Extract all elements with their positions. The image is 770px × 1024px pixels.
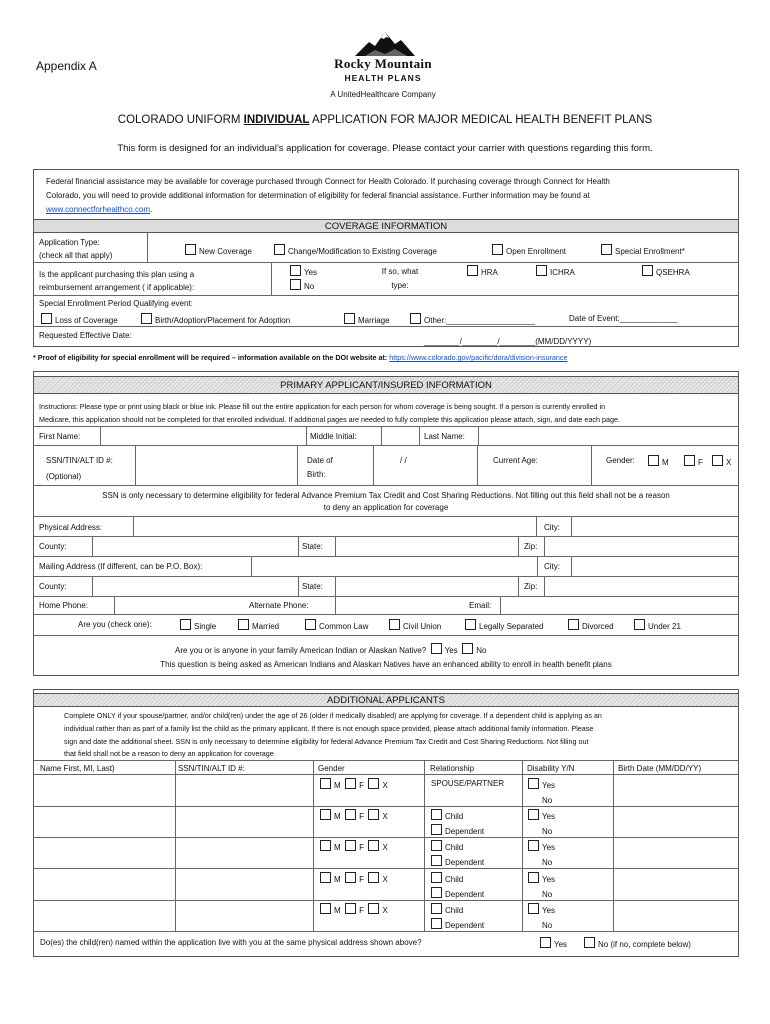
additional-instr-3: sign and date the additional sheet. SSN is only necessary to determine eligibility for federal Advance Premium Tax Credit and Cost Sharing Reductions. Not filling out: [64, 737, 589, 746]
ssn-label: SSN/TIN/ALT ID #:: [46, 456, 113, 465]
reimb-no-option[interactable]: No: [290, 279, 314, 292]
reimb-yes-checkbox[interactable]: [290, 265, 301, 276]
under21-checkbox[interactable]: [634, 619, 645, 630]
new-coverage-option[interactable]: New Coverage: [185, 244, 252, 257]
gender-m-checkbox[interactable]: [320, 903, 331, 914]
gender-f-checkbox[interactable]: [345, 872, 356, 883]
alt-phone-label: Alternate Phone:: [249, 601, 309, 610]
qsehra-checkbox[interactable]: [642, 265, 653, 276]
relationship-dependent-option[interactable]: Dependent: [431, 918, 484, 931]
applicant-name-input[interactable]: [35, 837, 174, 867]
relationship-child-option[interactable]: Child: [431, 809, 463, 822]
state-input[interactable]: [336, 537, 518, 555]
primary-instructions-2: Medicare, this application should not be completed for that enrolled individual. If additional pages are needed to fully complete this application please attach, sign, and date each page.: [39, 415, 620, 424]
child-checkbox[interactable]: [431, 809, 442, 820]
last-name-input[interactable]: [479, 427, 737, 444]
col-relationship-header: Relationship: [430, 764, 475, 773]
applicant-birthdate-input[interactable]: [614, 837, 737, 867]
child-checkbox[interactable]: [431, 840, 442, 851]
applicant-gender-options: M F X: [320, 809, 388, 822]
disability-yes-option[interactable]: Yes: [528, 872, 555, 885]
if-so-label2: type:: [391, 281, 409, 290]
new-coverage-checkbox[interactable]: [185, 244, 196, 255]
federal-line1: Federal financial assistance may be available for coverage purchased through Connect for Health Colorado. If purchasing coverage through Connect for Health: [46, 177, 610, 186]
separated-checkbox[interactable]: [465, 619, 476, 630]
disability-no-option[interactable]: [528, 918, 552, 931]
loss-coverage-option[interactable]: Loss of Coverage: [41, 313, 118, 326]
relationship-label: SPOUSE/PARTNER: [431, 779, 505, 788]
gender-m-checkbox[interactable]: [320, 840, 331, 851]
other-event-option[interactable]: Other:____________________: [410, 313, 535, 326]
mailing-address-label: Mailing Address (If different, can be P.O. Box):: [39, 562, 203, 571]
app-type-hint: (check all that apply): [39, 251, 113, 260]
connect-for-health-link[interactable]: www.connectforhealthco.com: [46, 205, 151, 214]
req-date-field[interactable]: ________/________/________(MM/DD/YYYY): [424, 337, 592, 346]
gender-f-option[interactable]: F: [684, 455, 703, 468]
native-yes-checkbox[interactable]: [431, 643, 442, 654]
gender-m-checkbox[interactable]: [320, 872, 331, 883]
disability-yes-option[interactable]: Yes: [528, 840, 555, 853]
disability-no-label: No: [542, 858, 553, 868]
open-enrollment-option[interactable]: Open Enrollment: [492, 244, 566, 257]
middle-initial-label: Middle Initial:: [310, 432, 357, 441]
other-event-checkbox[interactable]: [410, 313, 421, 324]
first-name-label: First Name:: [39, 432, 81, 441]
disability-no-option[interactable]: [528, 793, 552, 806]
ichra-option[interactable]: ICHRA: [536, 265, 575, 278]
status-common-law-option[interactable]: Common Law: [305, 619, 368, 632]
disability-no-label: No: [542, 889, 553, 899]
dob-label2: Birth:: [307, 470, 326, 479]
last-name-label: Last Name:: [424, 432, 465, 441]
special-enrollment-option[interactable]: Special Enrollment*: [601, 244, 685, 257]
disability-yes-option[interactable]: Yes: [528, 809, 555, 822]
applicant-birthdate-input[interactable]: [614, 869, 737, 899]
city-input[interactable]: [572, 517, 737, 535]
applicant-ssn-input[interactable]: [176, 806, 312, 836]
relationship-child-option[interactable]: Child: [431, 903, 463, 916]
zip-label: Zip:: [524, 542, 538, 551]
doi-link[interactable]: https://www.colorado.gov/pacific/dora/division-insurance: [389, 353, 568, 362]
disability-yes-checkbox[interactable]: [528, 872, 539, 883]
applicant-ssn-input[interactable]: [176, 837, 312, 867]
reimb-label2: reimbursement arrangement ( if applicable):: [39, 283, 195, 292]
logo-subtitle: A UnitedHealthcare Company: [330, 90, 436, 99]
native-no-checkbox[interactable]: [462, 643, 473, 654]
gender-m-checkbox[interactable]: [320, 809, 331, 820]
city-label: City:: [544, 523, 560, 532]
reimb-label: Is the applicant purchasing this plan using a: [39, 270, 195, 279]
col-gender-header: Gender: [318, 764, 345, 773]
disability-yes-checkbox[interactable]: [528, 840, 539, 851]
ssn-optional-label: (Optional): [46, 472, 82, 481]
sep-label: Special Enrollment Period Qualifying event:: [39, 299, 193, 308]
gender-x-checkbox[interactable]: [368, 872, 379, 883]
applicant-gender-options: M F X: [320, 872, 388, 885]
dependent-checkbox[interactable]: [431, 887, 442, 898]
mail-state-label: State:: [302, 582, 323, 591]
applicant-ssn-input[interactable]: [176, 775, 312, 805]
disability-yes-option[interactable]: Yes: [528, 903, 555, 916]
marriage-option[interactable]: Marriage: [344, 313, 390, 326]
mailing-address-input[interactable]: [252, 557, 537, 575]
gender-f-checkbox[interactable]: [345, 903, 356, 914]
gender-f-checkbox[interactable]: [345, 840, 356, 851]
gender-x-checkbox[interactable]: [712, 455, 723, 466]
additional-instr-1: Complete ONLY if your spouse/partner, and/or child(ren) under the age of 26 (older if medically disabled) are applying for coverage. If a dependent child is applying as an: [64, 711, 602, 720]
marriage-checkbox[interactable]: [344, 313, 355, 324]
applicant-name-input[interactable]: [35, 775, 174, 805]
zip-input[interactable]: [545, 537, 737, 555]
additional-heading: ADDITIONAL APPLICANTS: [34, 693, 738, 707]
gender-x-checkbox[interactable]: [368, 809, 379, 820]
gender-x-checkbox[interactable]: [368, 778, 379, 789]
applicant-ssn-input[interactable]: [176, 900, 312, 930]
applicant-ssn-input[interactable]: [176, 869, 312, 899]
primary-heading: PRIMARY APPLICANT/INSURED INFORMATION: [34, 376, 738, 394]
disability-no-option[interactable]: [528, 824, 552, 837]
gender-f-checkbox[interactable]: [345, 778, 356, 789]
home-phone-input[interactable]: [115, 597, 247, 613]
status-civil-union-option[interactable]: Civil Union: [389, 619, 441, 632]
req-date-label: Requested Effective Date:: [39, 331, 132, 340]
mountain-logo-icon: [355, 30, 415, 56]
applicant-name-input[interactable]: [35, 900, 174, 930]
email-input[interactable]: [501, 597, 737, 613]
civil-union-checkbox[interactable]: [389, 619, 400, 630]
gender-x-checkbox[interactable]: [368, 840, 379, 851]
additional-instr-4: that field shall not be a reason to deny an application for coverage: [64, 749, 274, 758]
disability-yes-option[interactable]: Yes: [528, 778, 555, 791]
disability-yes-checkbox[interactable]: [528, 778, 539, 789]
home-phone-label: Home Phone:: [39, 601, 88, 610]
ichra-checkbox[interactable]: [536, 265, 547, 276]
applicant-birthdate-input[interactable]: [614, 806, 737, 836]
col-disability-header: Disability Y/N: [527, 764, 575, 773]
physical-address-input[interactable]: [134, 517, 536, 535]
mail-zip-input[interactable]: [545, 577, 737, 595]
qsehra-option[interactable]: QSEHRA: [642, 265, 690, 278]
common-law-checkbox[interactable]: [305, 619, 316, 630]
birth-adoption-option[interactable]: Birth/Adoption/Placement for Adoption: [141, 313, 290, 326]
primary-instructions-1: Instructions: Please type or print using black or blue ink. Please fill out the entire application for each person for whom coverage is being sought. If a person is currently enrolled in: [39, 402, 606, 411]
disability-no-label: No: [542, 920, 553, 930]
logo-line1: Rocky Mountain: [334, 56, 432, 71]
mail-zip-label: Zip:: [524, 582, 538, 591]
mail-city-label: City:: [544, 562, 560, 571]
col-ssn-header: SSN/TIN/ALT ID #:: [178, 764, 245, 773]
if-so-label: If so, what: [381, 267, 419, 276]
county-label: County:: [39, 542, 67, 551]
reimb-no-checkbox[interactable]: [290, 279, 301, 290]
alt-phone-input[interactable]: [336, 597, 466, 613]
proof-note: * Proof of eligibility for special enrollment will be required – information available on the DOI website at: https://www.colorado.gov/pacific/dora/division-insurance: [33, 353, 568, 362]
federal-line2: Colorado, you will need to provide additional information for determination of eligibility for federal financial assistance. Further information may be found at: [46, 191, 590, 200]
dob-label: Date of: [307, 456, 333, 465]
mail-county-input[interactable]: [93, 577, 298, 595]
native-question: Are you or is anyone in your family American Indian or Alaskan Native? Yes No: [175, 643, 486, 656]
applicant-birthdate-input[interactable]: [614, 775, 737, 805]
current-age-label: Current Age:: [493, 456, 538, 465]
mail-city-input[interactable]: [572, 557, 737, 575]
disability-no-label: No: [542, 796, 553, 805]
married-checkbox[interactable]: [238, 619, 249, 630]
form-subtitle: This form is designed for an individual’s application for coverage. Please contact your carrier with questions regarding this form.: [117, 143, 653, 154]
child-checkbox[interactable]: [431, 872, 442, 883]
logo-line2: HEALTH PLANS: [344, 73, 422, 83]
live-yes-option[interactable]: Yes: [540, 937, 567, 950]
applicant-name-input[interactable]: [35, 806, 174, 836]
live-yes-checkbox[interactable]: [540, 937, 551, 948]
hra-checkbox[interactable]: [467, 265, 478, 276]
disability-no-option[interactable]: [528, 887, 552, 900]
disability-yes-checkbox[interactable]: [528, 809, 539, 820]
gender-x-option[interactable]: X: [712, 455, 731, 468]
gender-m-checkbox[interactable]: [648, 455, 659, 466]
company-logo: [318, 28, 448, 104]
relationship-child-option[interactable]: Child: [431, 872, 463, 885]
dependent-checkbox[interactable]: [431, 918, 442, 929]
single-checkbox[interactable]: [180, 619, 191, 630]
gender-label: Gender:: [606, 456, 635, 465]
live-no-checkbox[interactable]: [584, 937, 595, 948]
federal-link-line: www.connectforhealthco.com.: [46, 205, 153, 214]
change-coverage-checkbox[interactable]: [274, 244, 285, 255]
change-coverage-option[interactable]: Change/Modification to Existing Coverage: [274, 244, 437, 257]
child-checkbox[interactable]: [431, 903, 442, 914]
status-single-option[interactable]: Single: [180, 619, 216, 632]
status-married-option[interactable]: Married: [238, 619, 279, 632]
gender-m-checkbox[interactable]: [320, 778, 331, 789]
county-input[interactable]: [93, 537, 298, 555]
reimb-yes-option[interactable]: Yes: [290, 265, 317, 278]
gender-f-checkbox[interactable]: [684, 455, 695, 466]
applicant-gender-options: M F X: [320, 840, 388, 853]
app-type-label: Application Type:: [39, 238, 100, 247]
middle-initial-input[interactable]: [382, 427, 419, 444]
dob-input[interactable]: / /: [400, 456, 407, 465]
hra-option[interactable]: HRA: [467, 265, 498, 278]
state-label: State:: [302, 542, 323, 551]
disability-yes-checkbox[interactable]: [528, 903, 539, 914]
live-no-option[interactable]: No (if no, complete below): [584, 937, 691, 950]
applicant-name-input[interactable]: [35, 869, 174, 899]
email-label: Email:: [469, 601, 492, 610]
dependent-checkbox[interactable]: [431, 824, 442, 835]
status-under21-option[interactable]: Under 21: [634, 619, 681, 632]
native-note: This question is being asked as American Indians and Alaskan Natives have an enhanced ability to enroll in health benefit plans: [160, 660, 612, 669]
disability-no-option[interactable]: [528, 855, 552, 868]
gender-f-checkbox[interactable]: [345, 809, 356, 820]
special-enrollment-checkbox[interactable]: [601, 244, 612, 255]
relationship-dependent-option[interactable]: Dependent: [431, 855, 484, 868]
gender-m-option[interactable]: M: [648, 455, 669, 468]
relationship-child-option[interactable]: Child: [431, 840, 463, 853]
mail-county-label: County:: [39, 582, 67, 591]
dependent-checkbox[interactable]: [431, 855, 442, 866]
form-title: COLORADO UNIFORM INDIVIDUAL APPLICATION FOR MAJOR MEDICAL HEALTH BENEFIT PLANS: [117, 114, 653, 126]
relationship-dependent-option[interactable]: Dependent: [431, 887, 484, 900]
ssn-note-2: to deny an application for coverage: [323, 503, 449, 512]
ssn-note-1: SSN is only necessary to determine eligibility for federal Advance Premium Tax Credit and Cost Sharing Reductions. Not filling out this field shall not be a reason: [102, 491, 670, 500]
applicant-birthdate-input[interactable]: [614, 900, 737, 930]
status-separated-option[interactable]: Legally Separated: [465, 619, 544, 632]
physical-address-label: Physical Address:: [39, 523, 103, 532]
col-birthdate-header: Birth Date (MM/DD/YY): [618, 764, 702, 773]
live-with-question: Do(es) the child(ren) named within the application live with you at the same physical address shown above?: [40, 938, 422, 947]
relationship-dependent-option[interactable]: Dependent: [431, 824, 484, 837]
birth-adoption-checkbox[interactable]: [141, 313, 152, 324]
col-name-header: Name First, MI, Last): [40, 764, 115, 773]
first-name-input[interactable]: [101, 427, 306, 444]
marital-status-label: Are you (check one):: [78, 620, 152, 629]
disability-no-label: No: [542, 827, 553, 837]
coverage-heading: COVERAGE INFORMATION: [34, 219, 738, 233]
open-enrollment-checkbox[interactable]: [492, 244, 503, 255]
applicant-gender-options: M F X: [320, 903, 388, 916]
additional-instr-2: individual rather than as part of a family list the child as the primary applicant. If there is not enough space provided, please attach additional family information. Please: [64, 724, 594, 733]
ssn-input[interactable]: [136, 446, 296, 484]
applicant-gender-options: M F X: [320, 778, 388, 791]
mail-state-input[interactable]: [336, 577, 518, 595]
status-divorced-option[interactable]: Divorced: [568, 619, 614, 632]
appendix-label: Appendix A: [36, 59, 97, 73]
date-of-event-field[interactable]: Date of Event:_____________: [569, 314, 678, 323]
divorced-checkbox[interactable]: [568, 619, 579, 630]
loss-coverage-checkbox[interactable]: [41, 313, 52, 324]
gender-x-checkbox[interactable]: [368, 903, 379, 914]
